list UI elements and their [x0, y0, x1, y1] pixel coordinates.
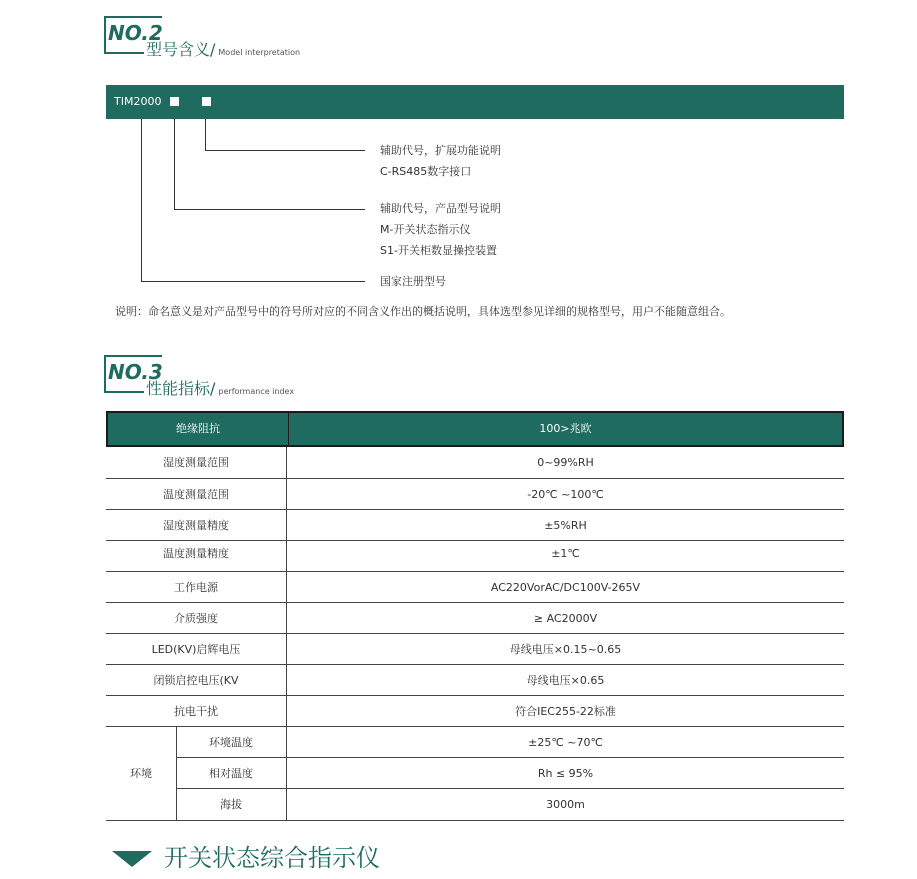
- env-param: 环境温度: [209, 736, 253, 749]
- tree-line-type-v: [174, 119, 175, 209]
- row-param: 温度测量精度: [163, 547, 229, 560]
- model-slot-2-icon: [202, 97, 211, 106]
- table-row: [106, 541, 844, 572]
- env-value: 3000m: [546, 798, 585, 811]
- section-subtitle: Model interpretation: [218, 48, 301, 57]
- section-title: [146, 379, 294, 402]
- table-row: [106, 447, 844, 479]
- section-number: NO.2: [108, 21, 163, 45]
- table-header-value: 100>兆欧: [539, 422, 592, 435]
- table-divider-env: [176, 727, 177, 821]
- heading-frame-top: [104, 355, 162, 357]
- section-title-text: 性能指标/: [146, 379, 216, 398]
- table-row: [106, 510, 844, 541]
- env-param: 海拔: [220, 798, 242, 811]
- env-value: ±25℃ ~70℃: [528, 736, 603, 749]
- table-row: [106, 603, 844, 634]
- row-value: AC220VorAC/DC100V-265V: [490, 581, 641, 594]
- row-param: 抗电干扰: [174, 705, 218, 718]
- tree-reg-label: 国家注册型号: [380, 275, 446, 288]
- model-code: TIM2000: [114, 95, 162, 108]
- table-row: [106, 696, 844, 727]
- row-value: 母线电压×0.65: [526, 674, 605, 687]
- row-param: 温度测量范围: [163, 488, 229, 501]
- row-value: 母线电压×0.15~0.65: [509, 643, 622, 656]
- table-header-param: 绝缘阻抗: [176, 422, 220, 435]
- row-value: -20℃ ~100℃: [527, 488, 604, 501]
- tree-line-reg-v: [141, 119, 142, 281]
- row-param: 湿度测量范围: [163, 456, 229, 469]
- section-number: NO.3: [108, 360, 163, 384]
- triangle-down-icon: [112, 851, 152, 867]
- section-title: [146, 40, 300, 63]
- table-row: [106, 634, 844, 665]
- tree-aux-item: C-RS485数字接口: [380, 165, 472, 178]
- row-value: 符合IEC255-22标准: [515, 705, 616, 718]
- heading-frame-bottom: [104, 52, 144, 54]
- env-group-label: 环境: [130, 767, 152, 780]
- row-value: ±1℃: [551, 547, 580, 560]
- product-title-text: 开关状态综合指示仪: [164, 844, 380, 872]
- model-note: 说明：命名意义是对产品型号中的符号所对应的不同含义作出的概括说明，具体选型参见详细的规格型号，用户不能随意组合。: [115, 305, 731, 318]
- table-header: [106, 411, 844, 447]
- table-row: [106, 479, 844, 510]
- env-param: 相对温度: [209, 767, 253, 780]
- table-row: [106, 789, 844, 821]
- row-value: ±5%RH: [544, 519, 587, 532]
- row-value: ≥ AC2000V: [533, 612, 598, 625]
- tree-line-aux-v: [205, 119, 206, 150]
- tree-type-item-m: M-开关状态指示仪: [380, 223, 471, 236]
- tree-line-type-h: [174, 209, 365, 210]
- table-divider-main: [286, 447, 287, 821]
- section-subtitle: performance index: [218, 387, 295, 396]
- tree-type-label: 辅助代号，产品型号说明: [380, 202, 501, 215]
- row-value: 0~99%RH: [537, 456, 594, 469]
- table-row: [176, 758, 844, 789]
- heading-frame-top: [104, 16, 162, 18]
- table-row: [106, 665, 844, 696]
- table-row: [106, 572, 844, 603]
- tree-line-aux-h: [205, 150, 365, 151]
- row-param: 闭锁启控电压(KV: [153, 674, 239, 687]
- tree-type-item-s1: S1-开关柜数显操控装置: [380, 244, 497, 257]
- row-param: 工作电源: [174, 581, 218, 594]
- tree-line-reg-h: [141, 281, 365, 282]
- env-value: Rh ≤ 95%: [537, 767, 594, 780]
- heading-frame-bottom: [104, 391, 144, 393]
- model-slot-1-icon: [170, 97, 179, 106]
- section-title-text: 型号含义/: [146, 40, 216, 59]
- row-param: LED(KV)启辉电压: [151, 643, 241, 656]
- table-row: [176, 727, 844, 758]
- row-param: 介质强度: [174, 612, 218, 625]
- model-code-bar: [106, 85, 844, 119]
- row-param: 湿度测量精度: [163, 519, 229, 532]
- tree-aux-label: 辅助代号，扩展功能说明: [380, 144, 501, 157]
